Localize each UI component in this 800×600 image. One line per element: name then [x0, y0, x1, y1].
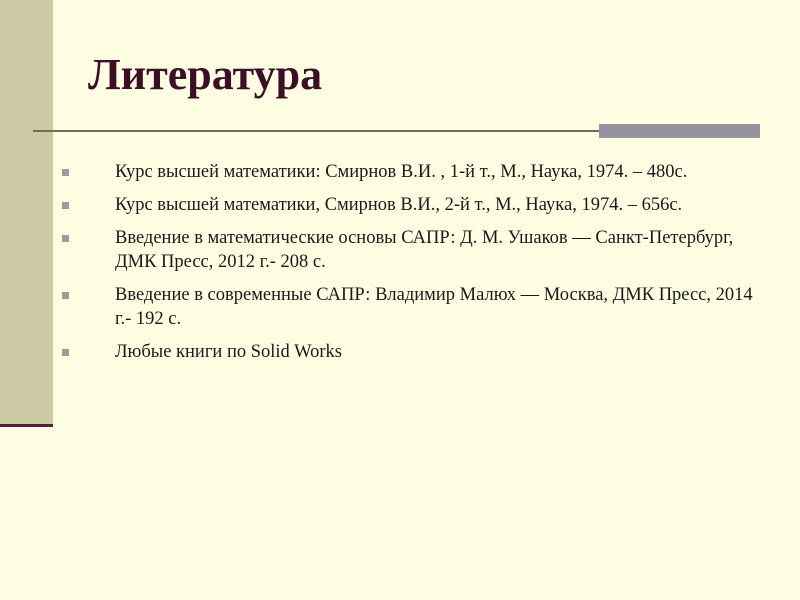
square-bullet-icon — [62, 202, 69, 209]
square-bullet-icon — [62, 349, 69, 356]
list-item-text: Курс высшей математики: Смирнов В.И. , 1-й т., М., Наука, 1974. – 480с. — [115, 162, 688, 182]
list-item — [62, 340, 767, 364]
slide-title: Литература — [88, 50, 323, 99]
list-item — [62, 226, 767, 274]
title-divider-line — [33, 130, 599, 132]
title-divider-accent-bar — [599, 124, 760, 138]
list-item — [62, 283, 767, 331]
left-band-bottom-edge — [0, 424, 53, 427]
square-bullet-icon — [62, 169, 69, 176]
square-bullet-icon — [62, 292, 69, 299]
list-item-text: Введение в современные САПР: Владимир Малюх — Москва, ДМК Пресс, 2014 г.- 192 с. — [115, 285, 753, 329]
left-decorative-band — [0, 0, 53, 426]
list-item-text: Курс высшей математики, Смирнов В.И., 2-й т., М., Наука, 1974. – 656с. — [115, 195, 683, 215]
list-item-text: Любые книги по Solid Works — [115, 342, 342, 362]
square-bullet-icon — [62, 235, 69, 242]
bibliography-list — [62, 160, 767, 373]
list-item — [62, 193, 767, 217]
list-item-text: Введение в математические основы САПР: Д. М. Ушаков — Санкт-Петербург, ДМК Пресс, 2012 г.- 208 с. — [115, 228, 734, 272]
list-item — [62, 160, 767, 184]
